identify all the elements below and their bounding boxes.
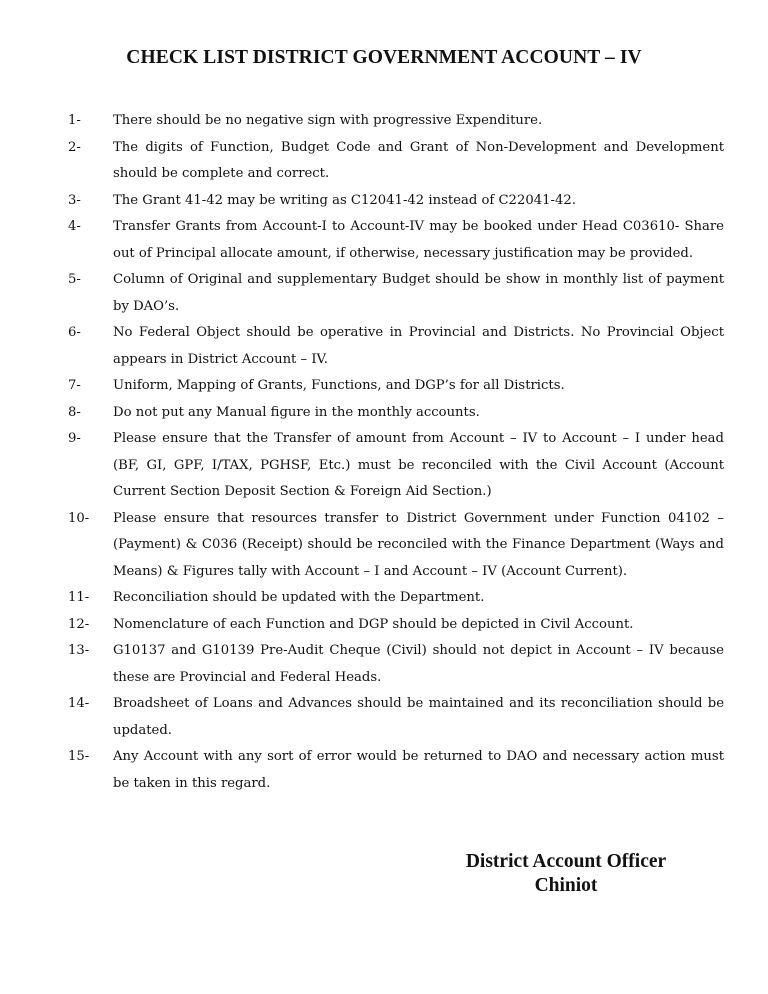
checklist-item: [68, 744, 724, 797]
checklist-item-number: 3-: [68, 192, 81, 208]
checklist-item-number: 15-: [68, 749, 90, 764]
checklist-item: [68, 585, 724, 612]
checklist-item: [68, 320, 724, 373]
checklist-item-text: Please ensure that the Transfer of amount from Account – IV to Account – I under head (BF, GI, GPF, I/TAX, PGHSF, Etc.) must be reconciled with the Civil Account (Account Current Section Deposit Section & Foreign Aid Section.): [113, 431, 724, 499]
checklist-item-number: 2-: [68, 139, 81, 155]
checklist-item: [68, 638, 724, 691]
checklist-item-number: 10-: [68, 510, 90, 526]
checklist-item: [68, 691, 724, 744]
checklist-item: [68, 426, 724, 506]
checklist-item-number: 9-: [68, 431, 81, 446]
checklist-item: [68, 135, 724, 188]
checklist-item-number: 11-: [68, 590, 90, 605]
signature-block: [440, 850, 692, 898]
checklist-item-text: Transfer Grants from Account-I to Account-IV may be booked under Head C03610- Share out of Principal allocate amount, if otherwise, necessary justification may be provided.: [113, 219, 724, 261]
checklist-item: [68, 267, 724, 320]
checklist-item: [68, 373, 724, 400]
checklist-item-text: Column of Original and supplementary Budget should be show in monthly list of payment by DAO’s.: [113, 272, 724, 314]
checklist-item: [68, 400, 724, 427]
checklist-item: [68, 188, 724, 215]
signature-designation: District Account Officer: [465, 851, 667, 872]
checklist-item-number: 12-: [68, 616, 90, 632]
checklist-item-text: Please ensure that resources transfer to District Government under Function 04102 – (Payment) & C036 (Receipt) should be reconciled with the Finance Department (Ways and Means) & Figures tally with Account – I and Account – IV (Account Current).: [113, 510, 724, 579]
checklist-item-number: 8-: [68, 404, 81, 420]
checklist-item: [68, 108, 724, 135]
checklist-item-text: Uniform, Mapping of Grants, Functions, and DGP’s for all Districts.: [113, 378, 565, 393]
checklist-item-number: 1-: [68, 113, 81, 128]
checklist-item-number: 6-: [68, 325, 81, 340]
checklist-item-text: G10137 and G10139 Pre-Audit Cheque (Civil) should not depict in Account – IV because these are Provincial and Federal Heads.: [113, 643, 724, 685]
checklist: [68, 108, 724, 797]
checklist-item-text: The digits of Function, Budget Code and Grant of Non-Development and Development should be complete and correct.: [113, 139, 724, 181]
checklist-item-text: Do not put any Manual figure in the monthly accounts.: [113, 404, 480, 420]
checklist-item-text: Broadsheet of Loans and Advances should be maintained and its reconciliation should be updated.: [113, 696, 724, 738]
document-title: CHECK LIST DISTRICT GOVERNMENT ACCOUNT – IV: [126, 47, 642, 68]
checklist-item-text: The Grant 41-42 may be writing as C12041-42 instead of C22041-42.: [113, 192, 576, 208]
checklist-item: [68, 506, 724, 586]
checklist-item-number: 7-: [68, 378, 81, 393]
checklist-item-text: Reconciliation should be updated with the Department.: [113, 590, 485, 605]
checklist-item-number: 4-: [68, 219, 81, 234]
checklist-item-text: There should be no negative sign with progressive Expenditure.: [113, 113, 543, 128]
checklist-item-text: Nomenclature of each Function and DGP should be depicted in Civil Account.: [113, 616, 634, 632]
signature-location: Chiniot: [534, 875, 598, 896]
checklist-item-text: Any Account with any sort of error would be returned to DAO and necessary action must be taken in this regard.: [113, 749, 724, 791]
checklist-item-text: No Federal Object should be operative in Provincial and Districts. No Provincial Object appears in District Account – IV.: [113, 325, 724, 367]
checklist-item: [68, 214, 724, 267]
checklist-item-number: 13-: [68, 643, 90, 658]
checklist-item-number: 5-: [68, 272, 81, 287]
checklist-item: [68, 612, 724, 639]
checklist-item-number: 14-: [68, 696, 90, 711]
